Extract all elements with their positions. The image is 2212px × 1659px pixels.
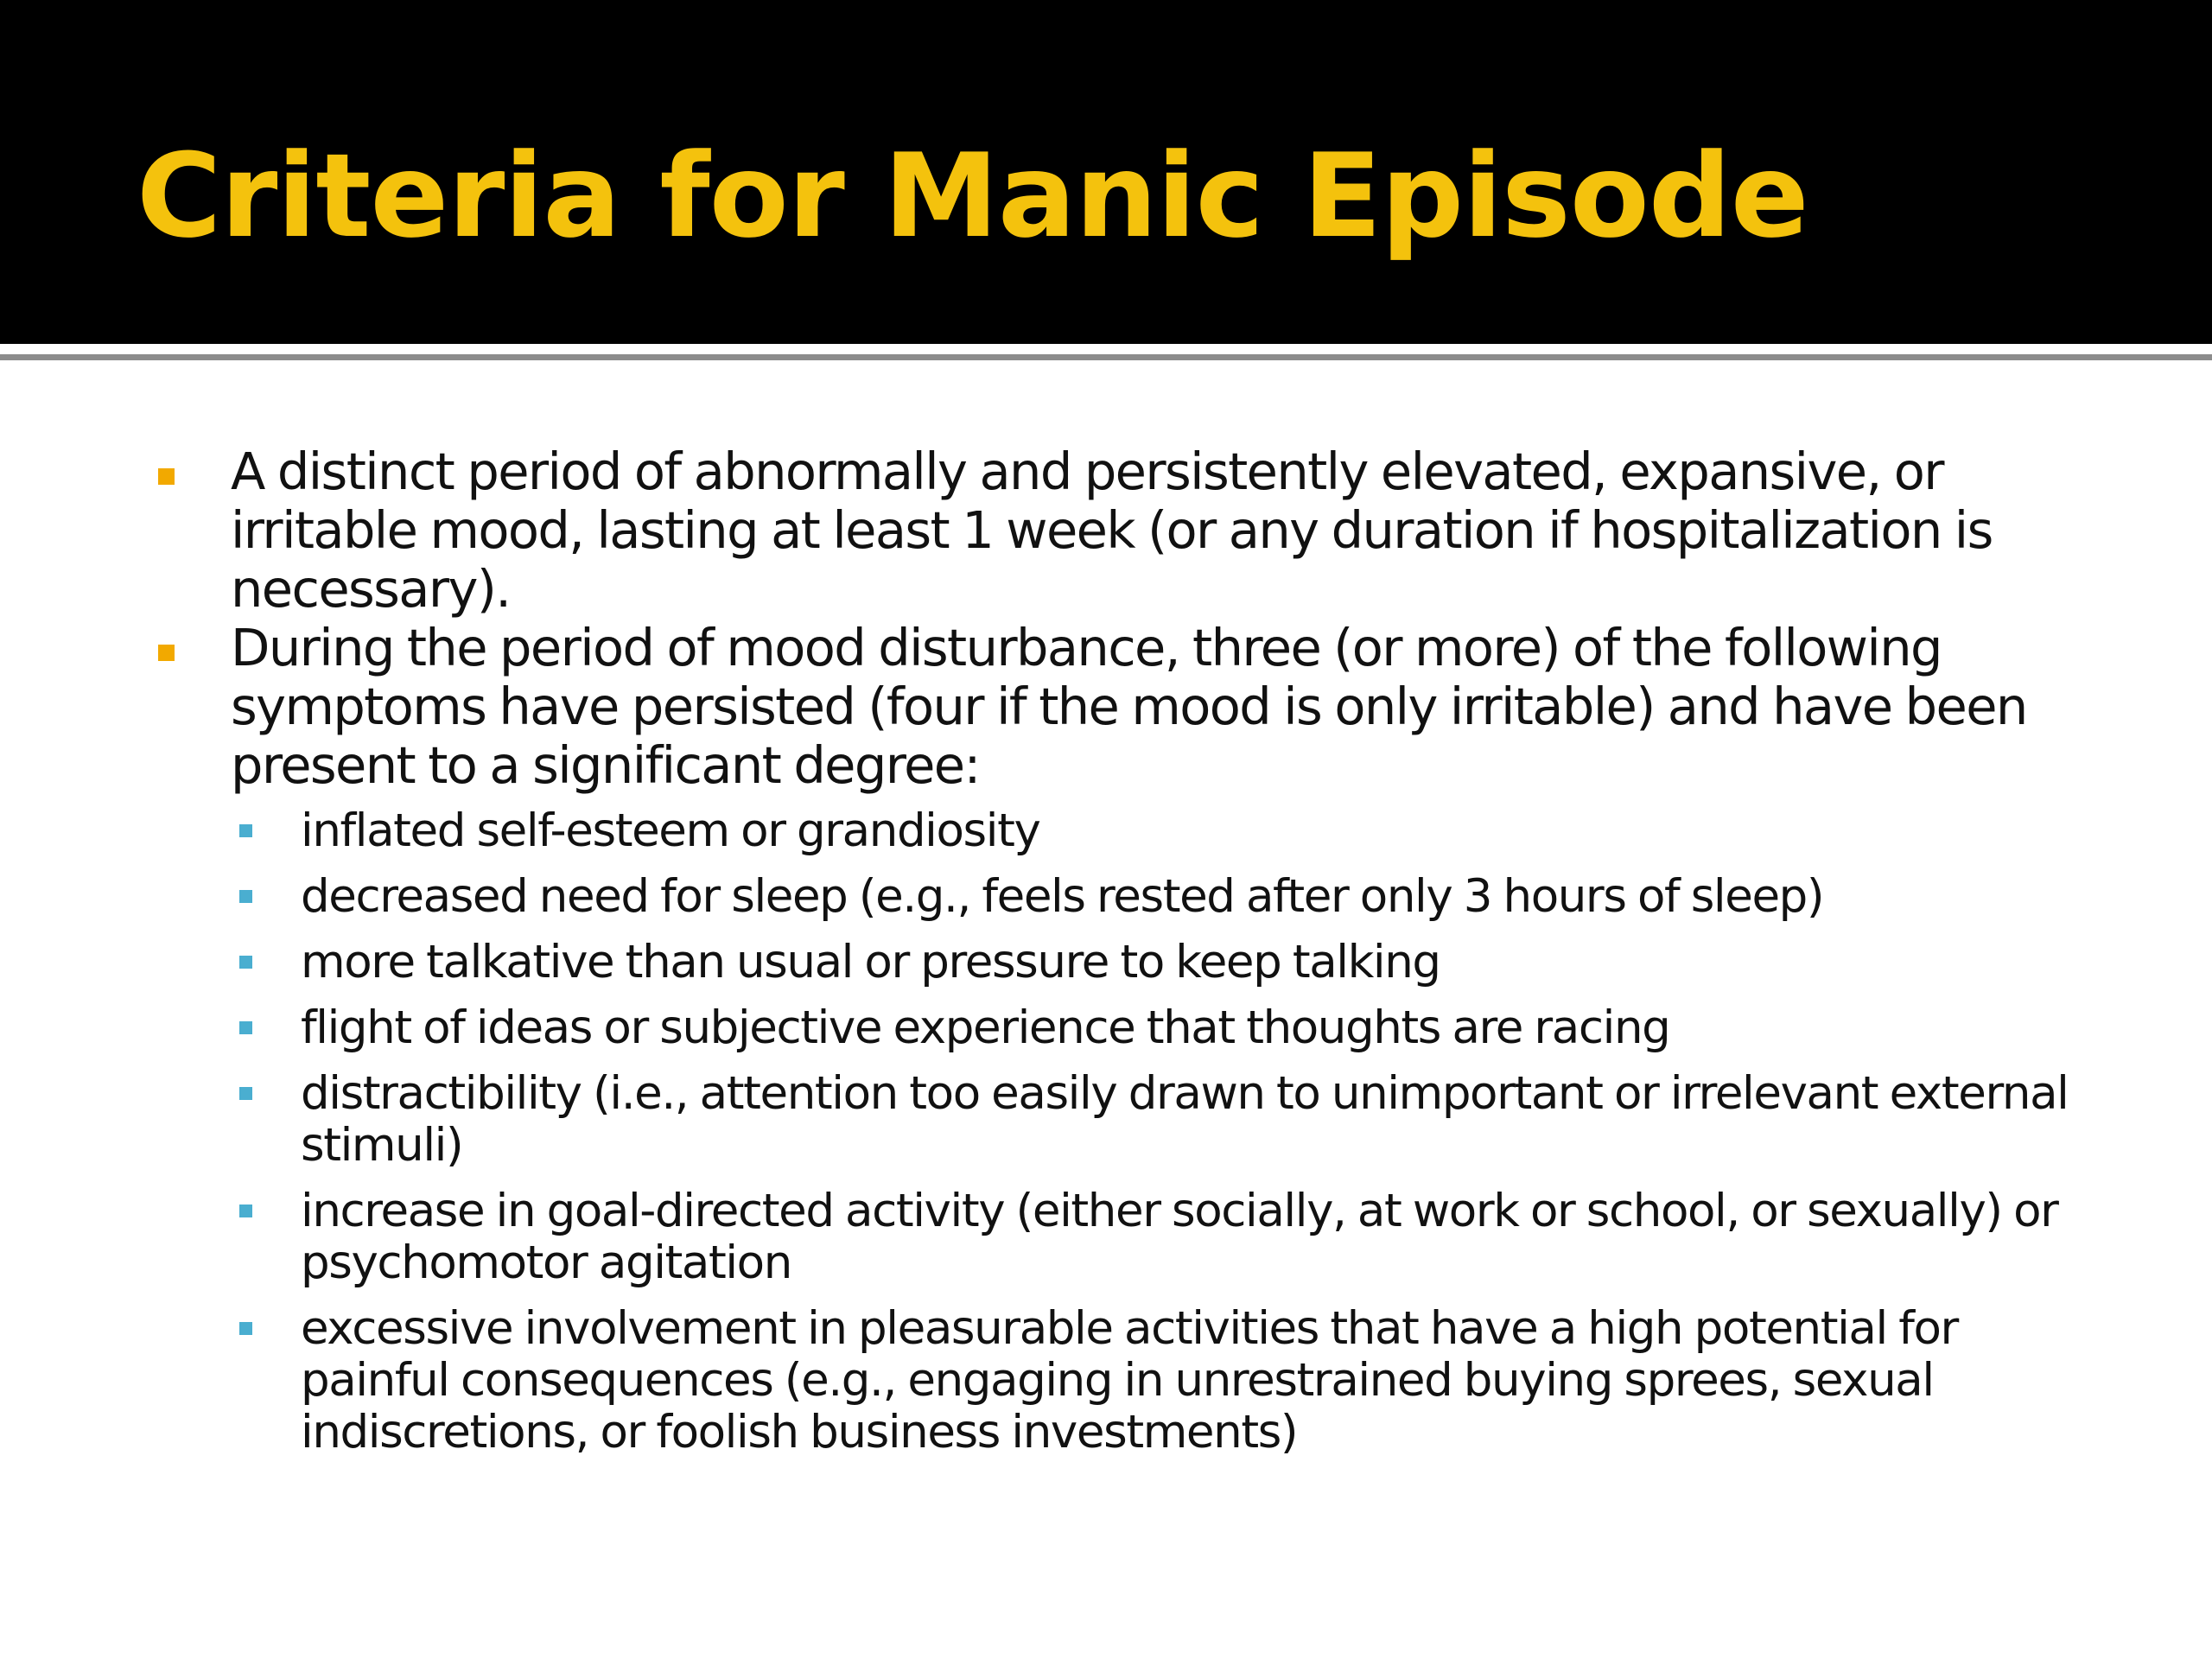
sub-bullet-item-3: [0, 937, 2212, 988]
sub-square-bullet-icon: [239, 1087, 252, 1100]
sub-bullet-item-6: [0, 1185, 2212, 1289]
sub-bullet-item-7: [0, 1303, 2212, 1459]
bullet-item-1: [0, 442, 2212, 619]
sub-bullet-text-4: flight of ideas or subjective experience that thoughts are racing: [301, 1001, 1670, 1054]
sub-square-bullet-icon: [239, 1205, 252, 1217]
sub-square-bullet-icon: [239, 890, 252, 903]
sub-square-bullet-icon: [239, 1322, 252, 1335]
sub-bullet-text-7: excessive involvement in pleasurable activities that have a high potential for painful consequences (e.g., engaging in unrestrained buying sprees, sexual indiscretions, or foolish business investments): [301, 1302, 1958, 1459]
sub-bullet-item-5: [0, 1068, 2212, 1172]
square-bullet-icon: [158, 645, 175, 661]
sub-bullet-item-2: [0, 871, 2212, 923]
sub-square-bullet-icon: [239, 824, 252, 837]
sub-bullet-text-6: increase in goal-directed activity (either socially, at work or school, or sexually) or psychomotor agitation: [301, 1185, 2058, 1289]
sub-bullet-item-4: [0, 1002, 2212, 1054]
sub-bullet-text-3: more talkative than usual or pressure to keep talking: [301, 936, 1440, 988]
sub-bullet-text-2: decreased need for sleep (e.g., feels rested after only 3 hours of sleep): [301, 870, 1824, 923]
title-divider-line: [0, 354, 2212, 360]
sub-bullet-item-1: [0, 805, 2212, 857]
bullet-text-1: A distinct period of abnormally and persistently elevated, expansive, or irritable mood, lasting at least 1 week (or any duration if hospitalization is necessary).: [231, 442, 1993, 619]
title-bar: [0, 0, 2212, 344]
sub-bullet-text-1: inflated self-esteem or grandiosity: [301, 804, 1040, 857]
sub-square-bullet-icon: [239, 956, 252, 969]
slide-title: Criteria for Manic Episode: [137, 129, 1808, 264]
bullet-item-2: [0, 619, 2212, 795]
sub-square-bullet-icon: [239, 1021, 252, 1034]
bullet-text-2: During the period of mood disturbance, three (or more) of the following symptoms have persisted (four if the mood is only irritable) and have been present to a significant degree:: [231, 618, 2027, 795]
sub-bullet-text-5: distractibility (i.e., attention too easily drawn to unimportant or irrelevant external stimuli): [301, 1067, 2069, 1172]
slide-body: [0, 442, 2212, 1566]
square-bullet-icon: [158, 468, 175, 485]
